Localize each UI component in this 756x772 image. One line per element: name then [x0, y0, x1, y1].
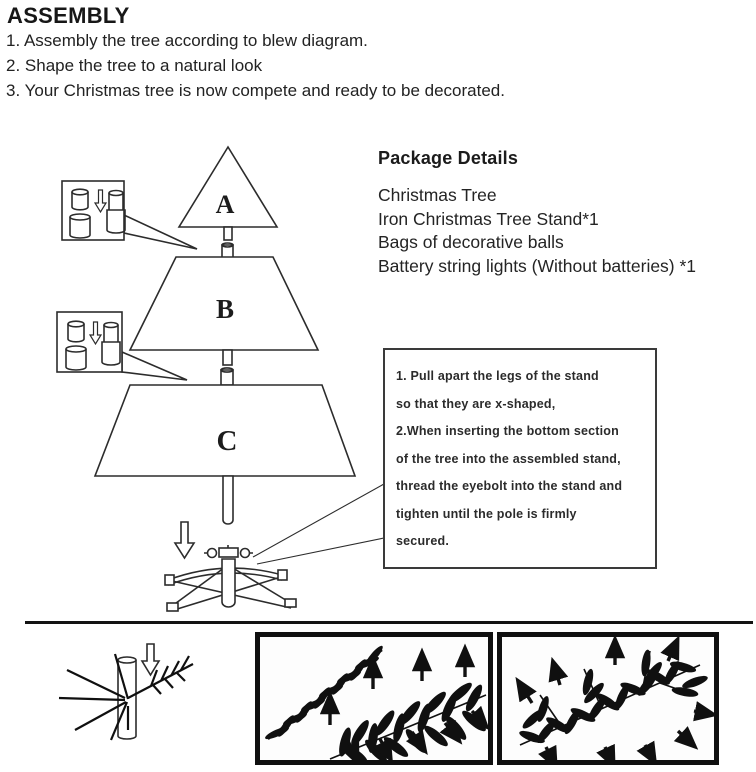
section-b-label: B [215, 294, 235, 324]
package-item-stand: Iron Christmas Tree Stand*1 [378, 208, 599, 229]
stand-note-line-4: of the tree into the assembled stand, [396, 451, 621, 466]
note-leader-line-1 [253, 484, 384, 557]
tree-assembly-diagram [40, 140, 385, 625]
package-details-heading: Package Details [378, 148, 519, 168]
tree-bottom-pole [223, 476, 233, 524]
branch-fluff-step-art [260, 637, 488, 760]
pole-joint-detail-1 [62, 181, 125, 240]
stand-note-line-7: secured. [396, 534, 450, 548]
section-divider [25, 621, 753, 624]
page-title: ASSEMBLY [7, 3, 130, 28]
stand-center-tube [222, 559, 235, 607]
package-item-lights: Battery string lights (Without batteries) *1 [378, 255, 697, 276]
note-leader-line-2 [257, 538, 384, 564]
stand-eyebolt [204, 545, 253, 558]
branch-attach-illustration [55, 636, 205, 758]
stand-note-line-3: 2.When inserting the bottom section [396, 424, 619, 438]
pole-connector-a-b [222, 227, 233, 258]
assembly-step-2: 2. Shape the tree to a natural look [6, 56, 263, 75]
assembly-step-1: 1. Assembly the tree according to blew diagram. [6, 31, 368, 50]
stand-note-line-2: so that they are x-shaped, [396, 396, 556, 411]
package-item-balls: Bags of decorative balls [378, 232, 564, 252]
fluffed-branch [330, 680, 488, 760]
branch-shaped-result-box [497, 632, 719, 765]
stand-note-box [383, 348, 657, 569]
pole-connector-b-c [221, 350, 233, 385]
callout-pointer-2 [122, 352, 187, 380]
insert-into-stand-arrow-icon [175, 522, 194, 558]
assembly-steps [6, 28, 505, 103]
section-a-label: A [215, 190, 235, 219]
branch-shaped-result-art [502, 637, 714, 760]
branch-fluff-step-box [255, 632, 493, 765]
stand-note-line-1: 1. Pull apart the legs of the stand [396, 369, 599, 383]
assembly-step-3: 3. Your Christmas tree is now compete and ready to be decorated. [6, 81, 505, 100]
stand-note-line-5: thread the eyebolt into the stand and [396, 479, 623, 493]
stand-note-line-6: tighten until the pole is firmly [396, 506, 577, 521]
package-details-list [378, 184, 696, 278]
section-c-label: C [216, 425, 238, 457]
package-item-tree: Christmas Tree [378, 185, 497, 205]
pole-joint-detail-2 [57, 312, 122, 372]
